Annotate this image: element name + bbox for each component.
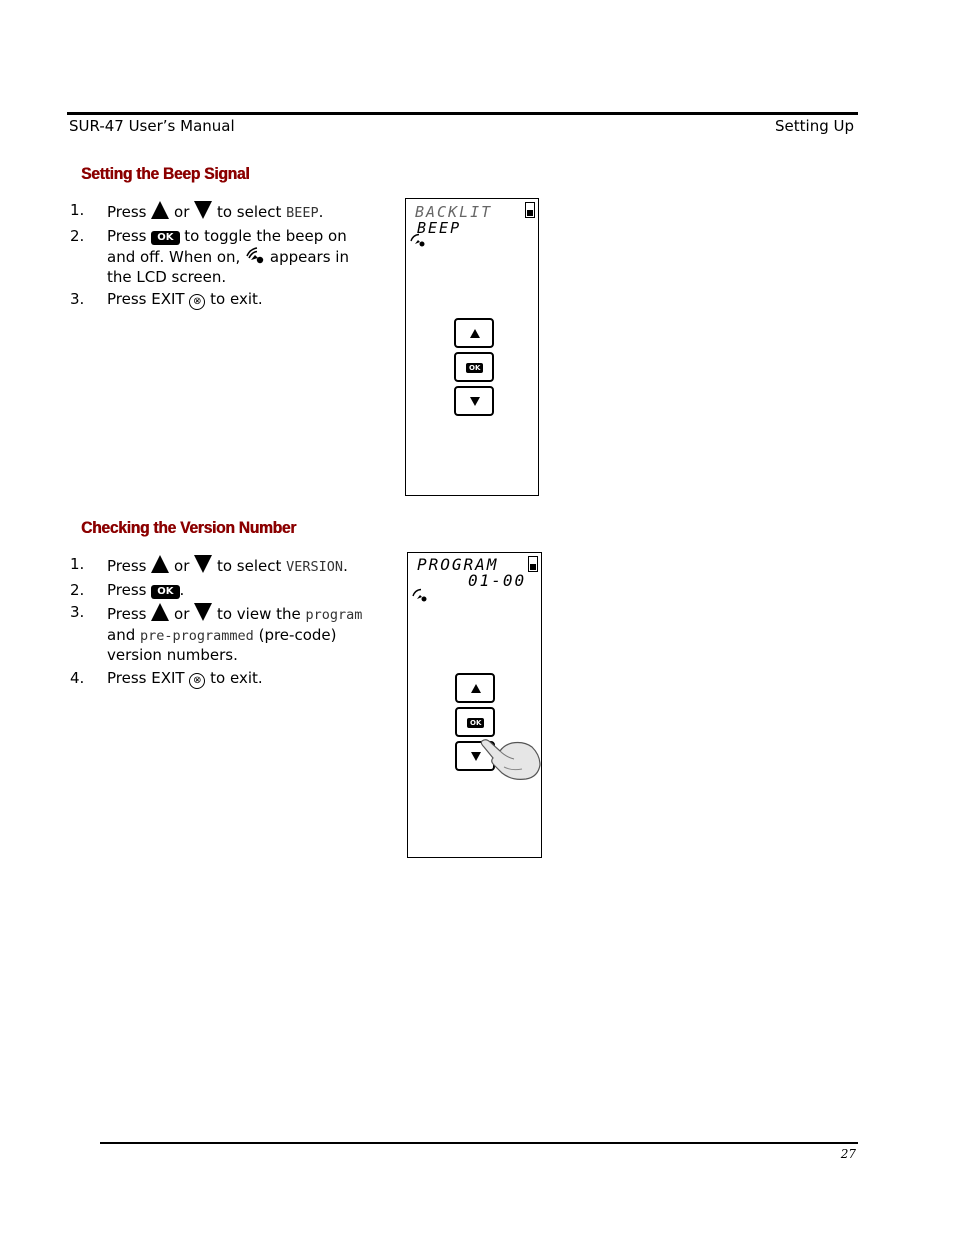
down-arrow-icon [470, 397, 480, 406]
steps-version [67, 555, 372, 692]
down-key[interactable] [454, 386, 494, 416]
lcd-line-backlit: BACKLIT [415, 203, 493, 221]
header-title: SUR-47 User’s Manual [69, 117, 235, 135]
section-title-beep: Setting the Beep Signal [81, 164, 250, 183]
steps-beep [67, 201, 372, 313]
lcd-screen-beep [405, 198, 539, 496]
header-section: Setting Up [775, 117, 854, 135]
beep-icon [410, 233, 426, 247]
down-arrow-icon [194, 201, 212, 219]
header-rule [67, 112, 858, 115]
beep-icon [412, 588, 428, 602]
up-arrow-icon [470, 329, 480, 338]
ok-key[interactable] [455, 707, 495, 737]
up-arrow-icon [151, 201, 169, 219]
ok-label: OK [466, 363, 483, 373]
step: 1. Press or to select BEEP. [70, 201, 324, 221]
up-arrow-icon [151, 555, 169, 573]
step: 3. Press or to view the program and pre-programmed (pre-code) version numbers. [70, 603, 363, 664]
battery-icon [528, 556, 538, 572]
beep-icon [245, 246, 265, 264]
down-arrow-icon [194, 603, 212, 621]
pointing-hand-icon [480, 737, 542, 783]
up-arrow-icon [471, 684, 481, 693]
up-arrow-icon [151, 603, 169, 621]
section-title-version: Checking the Version Number [81, 518, 297, 537]
footer-rule [100, 1142, 858, 1144]
exit-icon: ⊗ [189, 294, 205, 310]
lcd-line-beep: BEEP [417, 219, 462, 237]
step: 4. Press EXIT ⊗ to exit. [70, 668, 263, 687]
up-key[interactable] [454, 318, 494, 348]
keypad [454, 318, 494, 422]
lcd-line-program: PROGRAM [417, 555, 499, 574]
ok-label: OK [467, 718, 484, 728]
exit-icon: ⊗ [189, 673, 205, 689]
ok-button-icon: OK [151, 231, 179, 245]
ok-button-icon: OK [151, 585, 179, 599]
page-number: 27 [840, 1147, 856, 1161]
ok-key[interactable] [454, 352, 494, 382]
step: 2. Press OK to toggle the beep on and off. When on, appears in the LCD screen. [70, 226, 349, 286]
step: 2. Press OK . [70, 580, 185, 599]
battery-icon [525, 202, 535, 218]
down-arrow-icon [194, 555, 212, 573]
step: 3. Press EXIT ⊗ to exit. [70, 290, 263, 308]
up-key[interactable] [455, 673, 495, 703]
step: 1. Press or to select VERSION. [70, 555, 348, 575]
lcd-screen-version [407, 552, 542, 858]
lcd-line-version: 01-00 [468, 571, 527, 590]
